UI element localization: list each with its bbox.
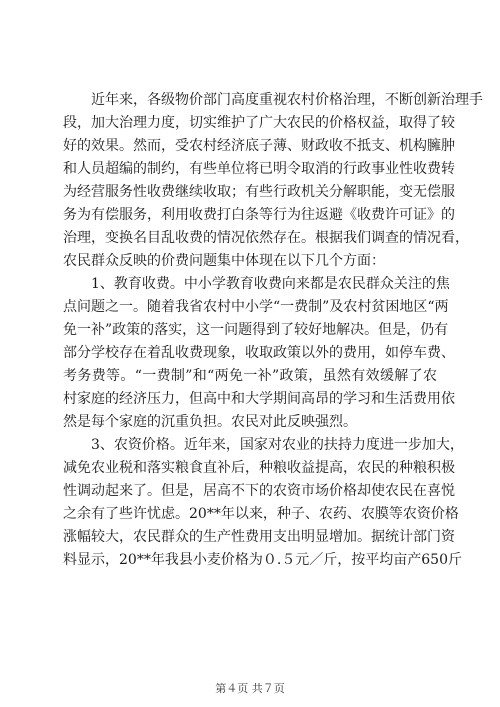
text-line: 之余有了些许忧虑。20**年以来，种子、农药、农膜等农资价格 <box>63 506 459 522</box>
text-line: 治理，变换名目乱收费的情况依然存在。根据我们调查的情况看， <box>63 230 469 246</box>
page-number-footer: 第４页 共７页 <box>215 682 285 695</box>
text-line: 考务费等。“一费制”和“两免一补”政策，虽然有效缓解了农 <box>63 368 437 384</box>
text-line: 段，加大治理力度，切实维护了广大农民的价格权益，取得了较 <box>63 115 455 131</box>
text-line: 涨幅较大，农民群众的生产性费用支出明显增加。据统计部门资 <box>63 529 455 545</box>
text-line: 3、农资价格。近年来，国家对农业的扶持力度进一步加大， <box>91 437 464 453</box>
body-text <box>63 89 483 572</box>
text-line: 近年来，各级物价部门高度重视农村价格治理，不断创新治理手 <box>91 92 483 108</box>
text-line: 为经营服务性收费继续收取；有些行政机关分解职能，变无偿服 <box>63 184 455 200</box>
text-line: 和人员超编的制约，有些单位将已明令取消的行政事业性收费转 <box>63 161 455 177</box>
text-line: 好的效果。然而，受农村经济底子薄、财政收不抵支、机构臃肿 <box>63 138 455 154</box>
text-line: 点问题之一。随着我省农村中小学“一费制”及农村贫困地区“两 <box>63 299 449 315</box>
text-line: 免一补”政策的落实，这一问题得到了较好地解决。但是，仍有 <box>63 322 449 338</box>
text-line: 部分学校存在着乱收费现象，收取政策以外的费用，如停车费、 <box>63 345 455 361</box>
text-line: 性调动起来了。但是，居高不下的农资市场价格却使农民在喜悦 <box>63 483 455 499</box>
text-line: 减免农业税和落实粮食直补后，种粮收益提高，农民的种粮积极 <box>63 460 455 476</box>
paragraph-farm-input-prices <box>63 434 464 572</box>
text-line: 1、教育收费。中小学教育收费向来都是农民群众关注的焦 <box>91 276 450 292</box>
text-line: 农民群众反映的价费问题集中体现在以下几个方面： <box>63 253 385 269</box>
text-line: 务为有偿服务，利用收费打白条等行为往返避《收费许可证》的 <box>63 207 455 223</box>
text-line: 村家庭的经济压力，但高中和大学期间高昂的学习和生活费用依 <box>63 391 455 407</box>
text-line: 然是每个家庭的沉重负担。农民对此反映强烈。 <box>63 414 357 430</box>
text-line: 料显示，20**年我县小麦价格为０.５元／斤，按平均亩产650斤 <box>63 552 462 568</box>
paragraph-intro <box>63 89 483 273</box>
paragraph-education-fees <box>63 273 455 434</box>
